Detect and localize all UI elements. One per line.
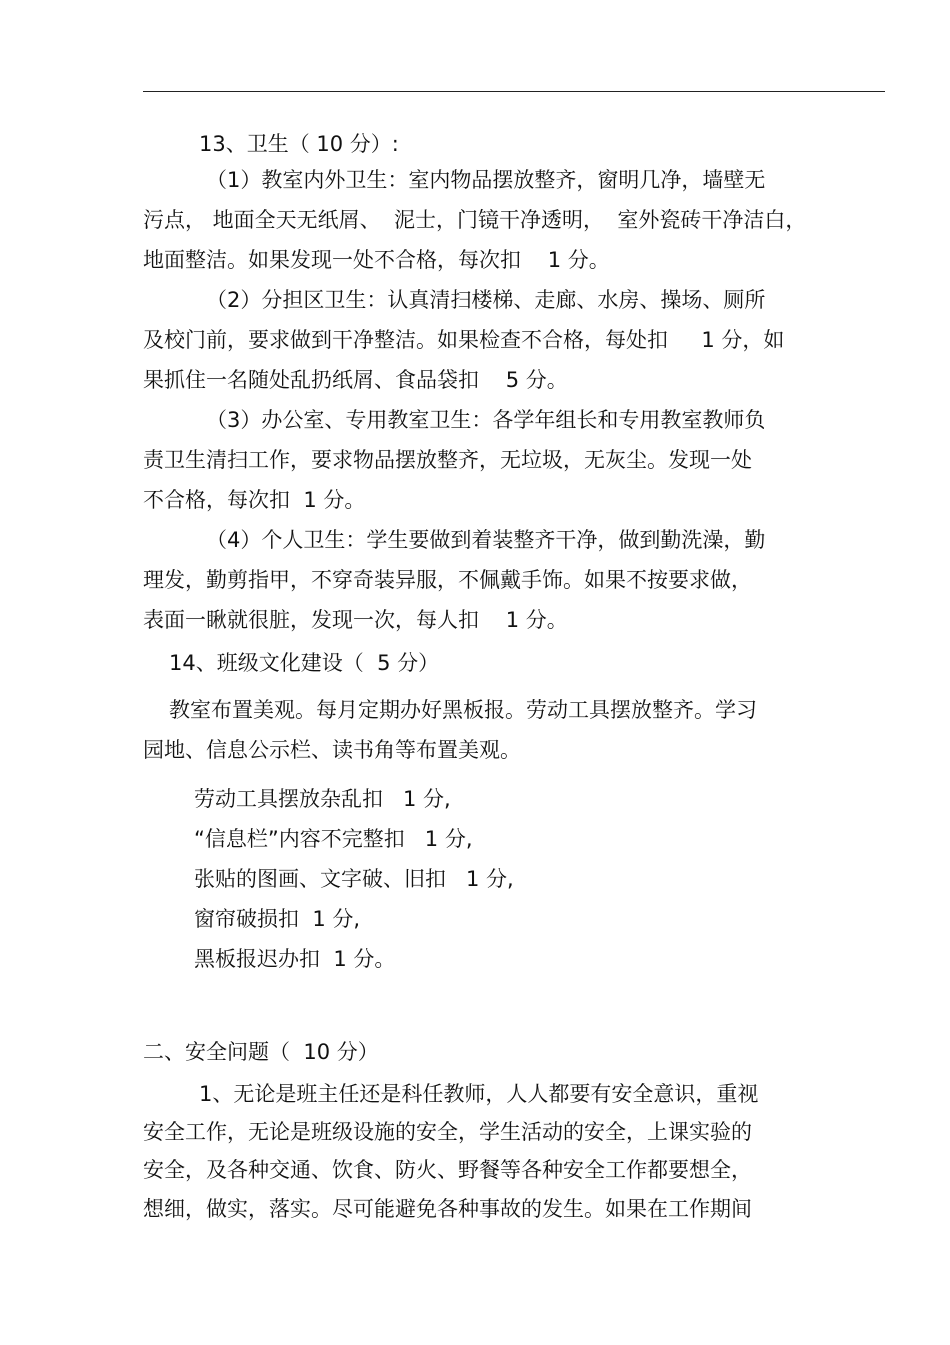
paragraph-line: 园地、信息公示栏、读书角等布置美观。 bbox=[143, 738, 521, 762]
paragraph-line: 表面一瞅就很脏，发现一次，每人扣 1 分。 bbox=[143, 608, 568, 632]
deduction-item: “信息栏”内容不完整扣 1 分, bbox=[194, 827, 473, 851]
deduction-item: 张贴的图画、文字破、旧扣 1 分, bbox=[194, 867, 514, 891]
deduction-item: 黑板报迟办扣 1 分。 bbox=[194, 947, 396, 971]
paragraph-line: 污点， 地面全天无纸屑、 泥士，门镜干净透明， 室外瓷砖干净洁白， bbox=[143, 208, 807, 232]
deduction-item: 劳动工具摆放杂乱扣 1 分, bbox=[194, 787, 451, 811]
paragraph-line: （1）教室内外卫生：室内物品摆放整齐，窗明几净，墙壁无 bbox=[206, 168, 766, 192]
paragraph-line: 责卫生清扫工作，要求物品摆放整齐，无垃圾，无灰尘。发现一处 bbox=[143, 448, 752, 472]
paragraph-line: 安全工作，无论是班级设施的安全，学生活动的安全，上课实验的 bbox=[143, 1120, 752, 1144]
section-safety-heading: 二、安全问题（ 10 分） bbox=[143, 1040, 379, 1064]
paragraph-line: 1、无论是班主任还是科任教师，人人都要有安全意识，重视 bbox=[199, 1082, 759, 1106]
paragraph-line: 及校门前，要求做到干净整洁。如果检查不合格，每处扣 1 分，如 bbox=[143, 328, 785, 352]
paragraph-line: （2）分担区卫生：认真清扫楼梯、走廊、水房、操场、厕所 bbox=[206, 288, 766, 312]
paragraph-line: 想细，做实，落实。尽可能避免各种事故的发生。如果在工作期间 bbox=[143, 1197, 752, 1221]
section-13-heading: 13、卫生（ 10 分）: bbox=[199, 132, 399, 156]
paragraph-line: 不合格，每次扣 1 分。 bbox=[143, 488, 366, 512]
paragraph-line: 安全，及各种交通、饮食、防火、野餐等各种安全工作都要想全， bbox=[143, 1158, 752, 1182]
paragraph-line: （3）办公室、专用教室卫生：各学年组长和专用教室教师负 bbox=[206, 408, 766, 432]
paragraph-line: 果抓住一名随处乱扔纸屑、食品袋扣 5 分。 bbox=[143, 368, 568, 392]
paragraph-line: 理发，勤剪指甲，不穿奇装异服，不佩戴手饰。如果不按要求做， bbox=[143, 568, 752, 592]
paragraph-line: 教室布置美观。每月定期办好黑板报。劳动工具摆放整齐。学习 bbox=[169, 698, 757, 722]
header-rule bbox=[143, 91, 885, 92]
paragraph-line: 地面整洁。如果发现一处不合格，每次扣 1 分。 bbox=[143, 248, 610, 272]
section-14-heading: 14、班级文化建设（ 5 分） bbox=[169, 651, 440, 675]
deduction-item: 窗帘破损扣 1 分, bbox=[194, 907, 361, 931]
paragraph-line: （4）个人卫生：学生要做到着装整齐干净，做到勤洗澡，勤 bbox=[206, 528, 766, 552]
